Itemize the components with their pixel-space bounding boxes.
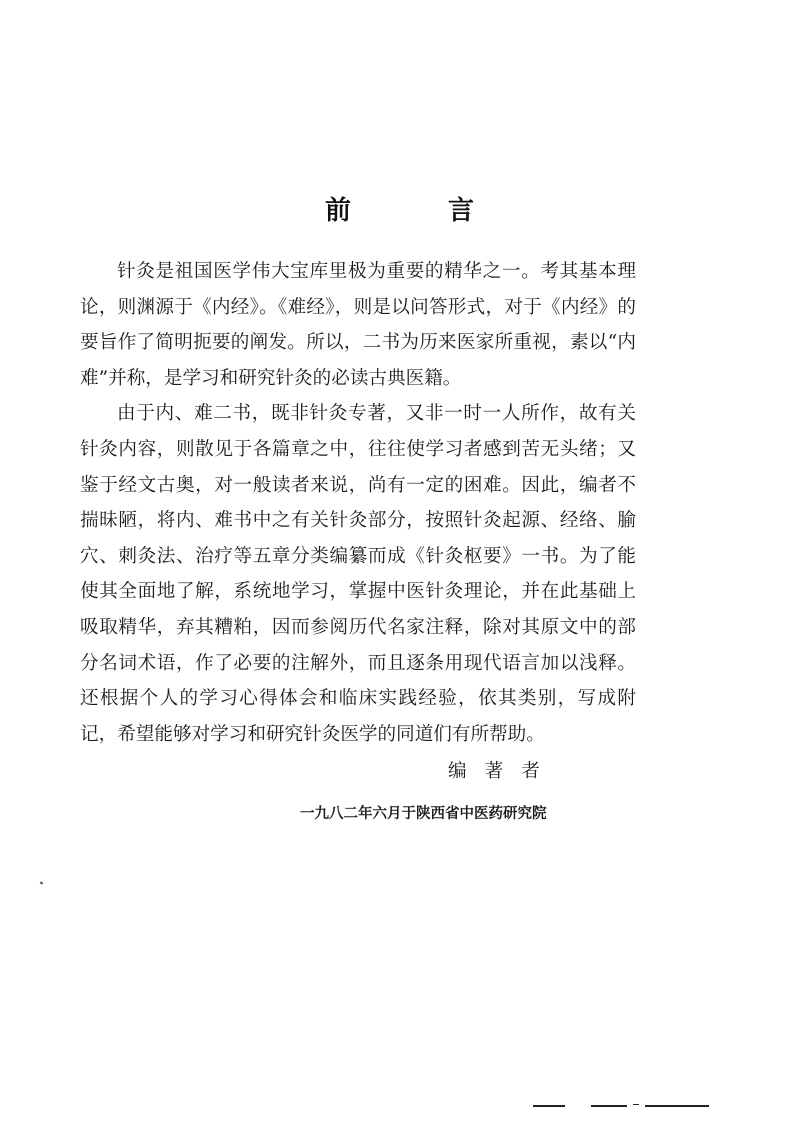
dateline: 一九八二年六月于陕西省中医药研究院 (300, 806, 547, 822)
page-title: 前 言 (324, 196, 519, 226)
scan-speck (40, 881, 44, 884)
author-signature: 编著者 (448, 761, 558, 782)
paragraph-2: 由于内、难二书，既非针灸专著，又非一时一人所作，故有关针灸内容，则散见于各篇章之中，往往使学习者感到苦无头绪；又鉴于经文古奥，对一般读者来说，尚有一定的困难。因此，编者不揣昧陋，将内、难书中之有关针灸部分，按照针灸起源、经络、腧穴、刺灸法、治疗等五章分类编纂而成《针灸枢要》一书。为了能使其全面地了解，系统地学习，掌握中医针灸理论，并在此基础上吸取精华，弃其糟粕，因而参阅历代名家注释，除对其原文中的部分名词术语，作了必要的注解外，而且逐条用现代语言加以浅释。还根据个人的学习心得体会和临床实践经验，依其类别，写成附记，希望能够对学习和研究针灸医学的同道们有所帮助。 (80, 403, 636, 745)
footer-rule (591, 1105, 627, 1107)
paragraph-1: 针灸是祖国医学伟大宝库里极为重要的精华之一。考其基本理论，则渊源于《内经》。《难经》，则是以问答形式，对于《内经》的要旨作了简明扼要的阐发。所以，二书为历来医家所重视，素以“内难”并称，是学习和研究针灸的必读古典医籍。 (80, 261, 636, 389)
footer-rule (533, 1105, 565, 1107)
preface-body (80, 254, 636, 752)
footer-rule (633, 1104, 639, 1105)
footer-rule (645, 1105, 709, 1107)
